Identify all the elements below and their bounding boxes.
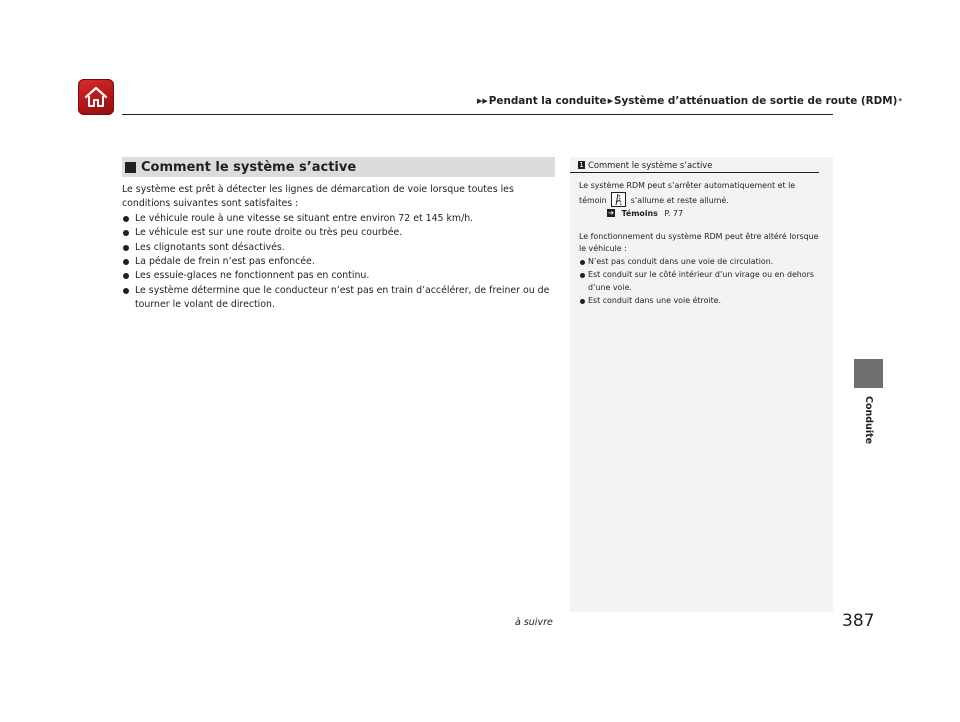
lane-departure-lamp-icon <box>611 192 626 207</box>
side-note-paragraph-2: Le fonctionnement du système RDM peut être altéré lorsque le véhicule : <box>579 231 819 254</box>
house-icon <box>83 85 109 109</box>
list-item: La pédale de frein n’est pas enfoncée. <box>122 255 554 269</box>
chapter-tab-label[interactable]: Conduite <box>863 396 874 445</box>
section-header <box>122 157 555 177</box>
breadcrumb-arrow-icon: ▶ <box>607 97 613 105</box>
section-title: Comment le système s’active <box>141 159 357 175</box>
page-number: 387 <box>842 611 875 631</box>
list-item: Est conduit dans une voie étroite. <box>579 295 825 308</box>
breadcrumb <box>476 94 902 108</box>
side-note-title: Comment le système s’active <box>588 160 713 170</box>
list-item: Le véhicule roule à une vitesse se situant entre environ 72 et 145 km/h. <box>122 212 554 226</box>
chapter-tab[interactable] <box>854 359 883 388</box>
list-item: Est conduit sur le côté intérieur d’un virage ou en dehors d’une voie. <box>579 269 825 295</box>
side-note-panel <box>570 157 833 612</box>
list-item: Les clignotants sont désactivés. <box>122 241 554 255</box>
cross-reference[interactable] <box>579 208 825 221</box>
side-note-body <box>570 173 833 307</box>
intro-paragraph: Le système est prêt à détecter les lignes de démarcation de voie lorsque toutes les conditions suivantes sont satisfaites : <box>122 184 514 210</box>
xref-arrow-icon: ➔ <box>608 209 614 218</box>
side-note-text: Le système RDM peut s’arrêter automatiquement et le témoin <box>579 181 796 205</box>
side-note-list <box>579 256 825 307</box>
list-item: Les essuie-glaces ne fonctionnent pas en continu. <box>122 269 554 283</box>
section-square-icon <box>125 162 136 173</box>
home-button[interactable] <box>78 79 114 115</box>
xref-label[interactable]: Témoins <box>621 208 658 218</box>
breadcrumb-arrow-icon: ▶▶ <box>477 97 488 105</box>
side-note-text: s’allume et reste allumé. <box>630 195 729 205</box>
continue-note: à suivre <box>515 617 553 628</box>
list-item: Le véhicule est sur une route droite ou très peu courbée. <box>122 226 554 240</box>
main-content <box>122 183 554 313</box>
xref-page[interactable]: P. 77 <box>664 208 683 218</box>
note-number-badge: 1 <box>579 161 584 169</box>
list-item: N’est pas conduit dans une voie de circulation. <box>579 256 825 269</box>
side-note-heading <box>570 157 819 173</box>
option-asterisk: * <box>898 97 903 105</box>
conditions-list <box>122 212 554 313</box>
side-note-paragraph <box>579 180 825 208</box>
list-item: Le système détermine que le conducteur n’est pas en train d’accélérer, de freiner ou de tourner le volant de direction. <box>122 284 554 313</box>
breadcrumb-item-driving[interactable]: Pendant la conduite <box>488 95 607 107</box>
header-rule <box>122 114 833 115</box>
breadcrumb-item-rdm[interactable]: Système d’atténuation de sortie de route (RDM) <box>613 95 898 107</box>
